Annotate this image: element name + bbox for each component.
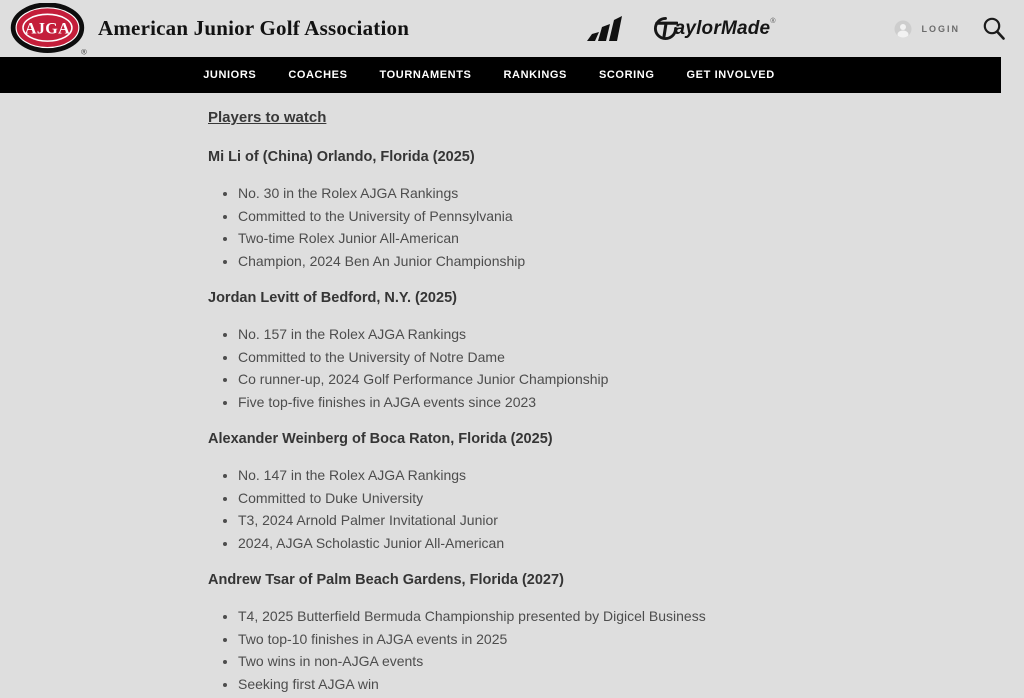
search-button[interactable] [982,16,1006,42]
player-bullet-list [208,323,1024,413]
login-label: LOGIN [921,23,960,34]
search-icon [982,16,1006,42]
player-section [208,570,1024,695]
player-bullet-list [208,605,1024,695]
taylormade-logo[interactable] [653,16,776,41]
player-bullet: • Two-time Rolex Junior All-American [238,227,1024,250]
player-section [208,288,1024,413]
site-header [0,0,1024,57]
adidas-logo-icon[interactable] [586,15,623,42]
nav-item-juniors[interactable]: JUNIORS [203,69,257,81]
player-heading: Mi Li of (China) Orlando, Florida (2025) [208,149,475,165]
player-bullet: • 2024, AJGA Scholastic Junior All-American [238,532,1024,555]
player-bullet: • Co runner-up, 2024 Golf Performance Junior Championship [238,368,1024,391]
player-bullet: • Five top-five finishes in AJGA events since 2023 [238,391,1024,414]
player-bullet: • Seeking first AJGA win [238,673,1024,696]
player-bullet: • Champion, 2024 Ben An Junior Championship [238,250,1024,273]
nav-item-coaches[interactable]: COACHES [288,69,348,81]
main-nav [0,57,1001,93]
player-bullet: • No. 30 in the Rolex AJGA Rankings [238,182,1024,205]
player-bullet-list [208,464,1024,554]
players-to-watch-link[interactable]: Players to watch [208,109,327,126]
player-section [208,429,1024,554]
player-bullet: • T3, 2024 Arnold Palmer Invitational Junior [238,509,1024,532]
nav-item-get-involved[interactable]: GET INVOLVED [686,69,775,81]
ajga-logo-registered-mark: ® [81,46,87,56]
player-bullet: • Committed to the University of Pennsylvania [238,205,1024,228]
nav-item-scoring[interactable]: SCORING [598,69,655,81]
nav-item-rankings[interactable]: RANKINGS [503,69,567,81]
player-bullet: • Committed to the University of Notre Dame [238,346,1024,369]
ajga-logo-text: AJGA [24,19,71,37]
player-bullet: • Two top-10 finishes in AJGA events in 2025 [238,628,1024,651]
player-heading: Jordan Levitt of Bedford, N.Y. (2025) [208,290,457,306]
player-bullet: • T4, 2025 Butterfield Bermuda Championship presented by Digicel Business [238,605,1024,628]
player-bullet-list [208,182,1024,272]
taylormade-registered-mark: ® [770,18,776,25]
login-button[interactable] [894,20,961,38]
taylormade-wordmark: aylorMade [674,17,771,39]
player-heading: Alexander Weinberg of Boca Raton, Florida (2025) [208,431,553,447]
site-title: American Junior Golf Association [98,16,410,40]
player-bullet: • No. 157 in the Rolex AJGA Rankings [238,323,1024,346]
ajga-logo[interactable] [10,3,88,57]
player-bullet: • Two wins in non-AJGA events [238,650,1024,673]
partner-logos [586,15,776,42]
person-icon [894,20,912,38]
main-content [0,93,1024,695]
nav-item-tournaments[interactable]: TOURNAMENTS [379,69,472,81]
player-heading: Andrew Tsar of Palm Beach Gardens, Florida (2027) [208,572,564,588]
player-bullet: • Committed to Duke University [238,487,1024,510]
player-bullet: • No. 147 in the Rolex AJGA Rankings [238,464,1024,487]
player-section [208,147,1024,272]
